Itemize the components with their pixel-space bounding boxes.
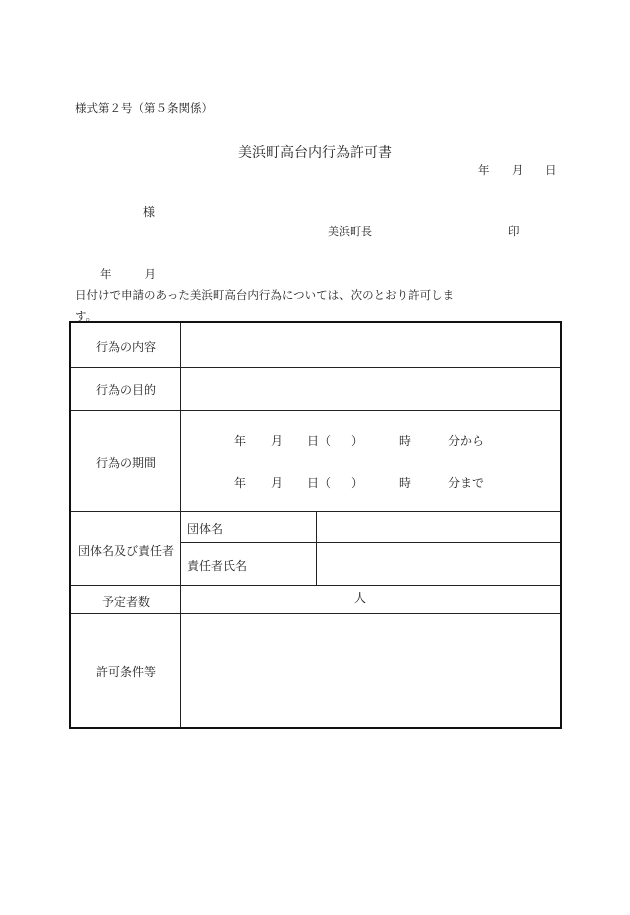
period-label: 行為の期間 — [95, 456, 156, 470]
content-label: 行為の内容 — [95, 340, 156, 354]
addressee-suffix: 様 — [143, 205, 156, 219]
issuer-name: 美浜町長 — [328, 225, 372, 238]
period-start-year: 年 — [234, 434, 247, 448]
group-name-label: 団体名 — [187, 522, 224, 536]
responsible-person-label: 責任者氏名 — [187, 559, 248, 573]
body-month: 月 — [144, 267, 156, 281]
period-end-year: 年 — [234, 476, 247, 490]
date-year: 年 — [478, 163, 490, 177]
row-divider — [71, 410, 560, 411]
form-number: 様式第２号（第５条関係） — [75, 101, 213, 115]
row-divider — [71, 585, 560, 586]
row-divider — [71, 367, 560, 368]
period-start-day: 日（ — [307, 434, 332, 448]
permit-table — [69, 321, 562, 729]
group-label: 団体名及び責任者 — [77, 544, 174, 558]
body-line-1 — [75, 264, 560, 306]
period-end-close: ） — [351, 476, 364, 490]
period-start-close: ） — [351, 434, 364, 448]
period-end-month: 月 — [271, 476, 284, 490]
row-divider — [180, 542, 560, 543]
planned-count-label: 予定者数 — [101, 595, 150, 609]
body-line-2: す。 — [75, 309, 98, 323]
period-end-hour: 時 — [399, 476, 412, 490]
period-start-minute: 分から — [448, 434, 485, 448]
conditions-label: 許可条件等 — [95, 665, 156, 679]
body-text-line1: 日付けで申請のあった美浜町高台内行為については、次のとおり許可しま — [75, 288, 455, 302]
period-end-minute: 分まで — [448, 476, 485, 490]
period-start-hour: 時 — [399, 434, 412, 448]
seal-mark: 印 — [508, 224, 520, 238]
period-end-day: 日（ — [307, 476, 332, 490]
group-inner-divider — [316, 511, 317, 585]
document-title: 美浜町高台内行為許可書 — [238, 145, 392, 161]
date-day: 日 — [545, 163, 557, 177]
date-month: 月 — [512, 163, 524, 177]
period-start-month: 月 — [271, 434, 284, 448]
purpose-label: 行為の目的 — [95, 383, 156, 397]
body-year: 年 — [100, 267, 112, 281]
body-paragraph — [75, 264, 560, 327]
planned-count-unit: 人 — [354, 591, 367, 605]
row-divider — [71, 613, 560, 614]
